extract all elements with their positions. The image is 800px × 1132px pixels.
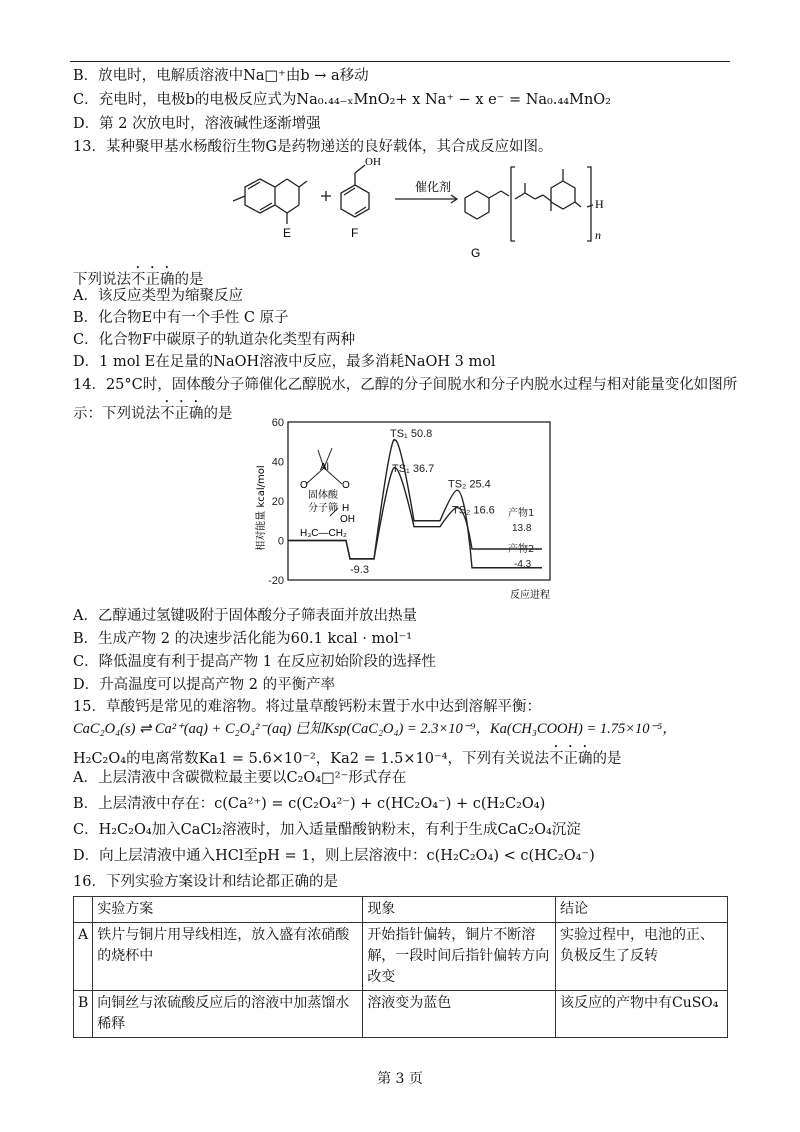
- q12-option-c: C．充电时，电极b的电极反应式为Na₀.₄₄₋ₓMnO₂+ x Na⁺ − x e⁻ = Na₀.₄₄MnO₂: [73, 92, 611, 108]
- q12-option-b: B．放电时，电解质溶液中Na□⁺由b → a移动: [73, 68, 369, 84]
- inset-h: H: [342, 503, 350, 514]
- q14-stem-line1: 14．25°C时，固体酸分子筛催化乙醇脱水，乙醇的分子间脱水和分子内脱水过程与相对能量变化如图所: [73, 377, 738, 393]
- q13-reaction-scheme: [225, 157, 605, 263]
- table-cell: 铁片与铜片用导线相连，放入盛有浓硝酸的烧杯中: [93, 923, 363, 991]
- x-axis-label: 反应进程: [510, 590, 550, 601]
- label-product1-value: 13.8: [512, 523, 532, 534]
- y-tick-label: 0: [277, 535, 284, 548]
- q16-stem: 16．下列实验方案设计和结论都正确的是: [73, 874, 338, 890]
- label-g: G: [471, 246, 481, 260]
- plot-frame: [288, 422, 550, 580]
- g-end-h: H: [595, 197, 604, 211]
- q13-option-c: C．化合物F中碳原子的轨道杂化类型有两种: [73, 332, 356, 348]
- label-product2: 产物2: [508, 544, 535, 555]
- y-axis-label: 相对能量 kcal/mol: [256, 465, 267, 551]
- table-row: [74, 991, 728, 1038]
- table-cell: 该反应的产物中有CuSO₄: [555, 991, 727, 1038]
- table-cell: 溶液变为蓝色: [363, 991, 556, 1038]
- q14-option-d: D．升高温度可以提高产物 2 的平衡产率: [73, 677, 336, 693]
- label-product2-value: -4.3: [514, 559, 532, 570]
- label-ts2-high: TS₂ 25.4: [448, 478, 491, 491]
- table-cell: A: [74, 923, 93, 991]
- inset-o-right: O: [342, 480, 350, 491]
- energy-profile-chart: [250, 418, 560, 604]
- label-e: E: [283, 226, 292, 240]
- header-cell: 结论: [555, 897, 727, 923]
- y-tick-label: -20: [268, 575, 284, 587]
- top-rule: [70, 61, 730, 62]
- header-cell: 实验方案: [93, 897, 363, 923]
- table-cell: 向铜丝与浓硫酸反应后的溶液中加蒸馏水稀释: [93, 991, 363, 1038]
- label-ts1-high: TS₁ 50.8: [390, 428, 433, 441]
- inset-oh: OH: [340, 514, 355, 525]
- q13-option-a: A．该反应类型为缩聚反应: [73, 288, 243, 304]
- inset-text-2: 分子筛: [308, 503, 338, 514]
- q14-option-c: C．降低温度有利于提高产物 1 在反应初始阶段的选择性: [73, 654, 437, 670]
- table-row: [74, 923, 728, 991]
- label-ts2-low: TS₂ 16.6: [452, 504, 495, 517]
- table-header-row: [74, 897, 728, 923]
- table-cell: 开始指针偏转，铜片不断溶解，一段时间后指针偏转方向改变: [363, 923, 556, 991]
- inset-al: Al: [320, 462, 329, 473]
- q12-option-d: D．第 2 次放电时，溶液碱性逐渐增强: [73, 116, 321, 132]
- q15-option-b: B．上层清液中存在：c(Ca²⁺) = c(C₂O₄²⁻) + c(HC₂O₄⁻) + c(H₂C₂O₄): [73, 796, 546, 812]
- label-adsorption: -9.3: [350, 563, 369, 576]
- catalyst-label: 催化剂: [415, 180, 452, 194]
- inset-o-left: O: [300, 480, 308, 491]
- y-tick-label: 40: [271, 456, 284, 469]
- q14-option-a: A．乙醇通过氢键吸附于固体酸分子筛表面并放出热量: [73, 608, 417, 624]
- label-ts1-low: TS₁ 36.7: [392, 463, 435, 476]
- q15-equilibrium: CaC₂O₄(s) ⇌ Ca²⁺(aq) + C₂O₄²⁻(aq) 已知Ksp(CaC₂O₄) = 2.3×10⁻⁹，Ka(CH₃COOH) = 1.75×10⁻⁵，: [73, 721, 677, 737]
- experiment-table: [73, 896, 728, 1038]
- table-cell: 实验过程中，电池的正、负极反生了反转: [555, 923, 727, 991]
- q15-option-a: A．上层清液中含碳微粒最主要以C₂O₄□²⁻形式存在: [73, 770, 407, 786]
- y-tick-label: 60: [271, 418, 284, 429]
- q15-stem: 15．草酸钙是常见的难溶物。将过量草酸钙粉末置于水中达到溶解平衡：: [73, 699, 541, 715]
- inset-text-1: 固体酸: [308, 490, 338, 501]
- f-oh-label: OH: [365, 157, 381, 168]
- label-product1: 产物1: [508, 508, 535, 519]
- label-f: F: [351, 226, 359, 240]
- page-footer: 第 3 页: [377, 1071, 423, 1087]
- q15-option-d: D．向上层清液中通入HCl至pH = 1，则上层溶液中：c(H₂C₂O₄) < c(HC₂O₄⁻): [73, 848, 595, 864]
- q13-option-b: B．化合物E中有一个手性 C 原子: [73, 310, 289, 326]
- q13-stem: 13．某种聚甲基水杨酸衍生物G是药物递送的良好载体，其合成反应如图。: [73, 139, 553, 155]
- table-cell: B: [74, 991, 93, 1038]
- g-subscript-n: n: [595, 228, 601, 242]
- header-cell: [74, 897, 93, 923]
- q13-option-d: D．1 mol E在足量的NaOH溶液中反应，最多消耗NaOH 3 mol: [73, 354, 496, 370]
- header-cell: 现象: [363, 897, 556, 923]
- q15-option-c: C．H₂C₂O₄加入CaCl₂溶液时，加入适量醋酸钠粉末，有利于生成CaC₂O₄沉淀: [73, 822, 581, 838]
- q14-stem-line2: 示：下列说法不正确的是: [73, 406, 233, 422]
- q13-question: 下列说法不正确的是: [73, 272, 204, 288]
- q15-constants: H₂C₂O₄的电离常数Ka1 = 5.6×10⁻²，Ka2 = 1.5×10⁻⁴，下列有关说法不正确的是: [73, 751, 622, 767]
- q14-option-b: B．生成产物 2 的决速步活化能为60.1 kcal · mol⁻¹: [73, 631, 413, 647]
- y-tick-label: 20: [271, 496, 284, 508]
- inset-ethanol: H₃C—CH₂: [300, 528, 347, 539]
